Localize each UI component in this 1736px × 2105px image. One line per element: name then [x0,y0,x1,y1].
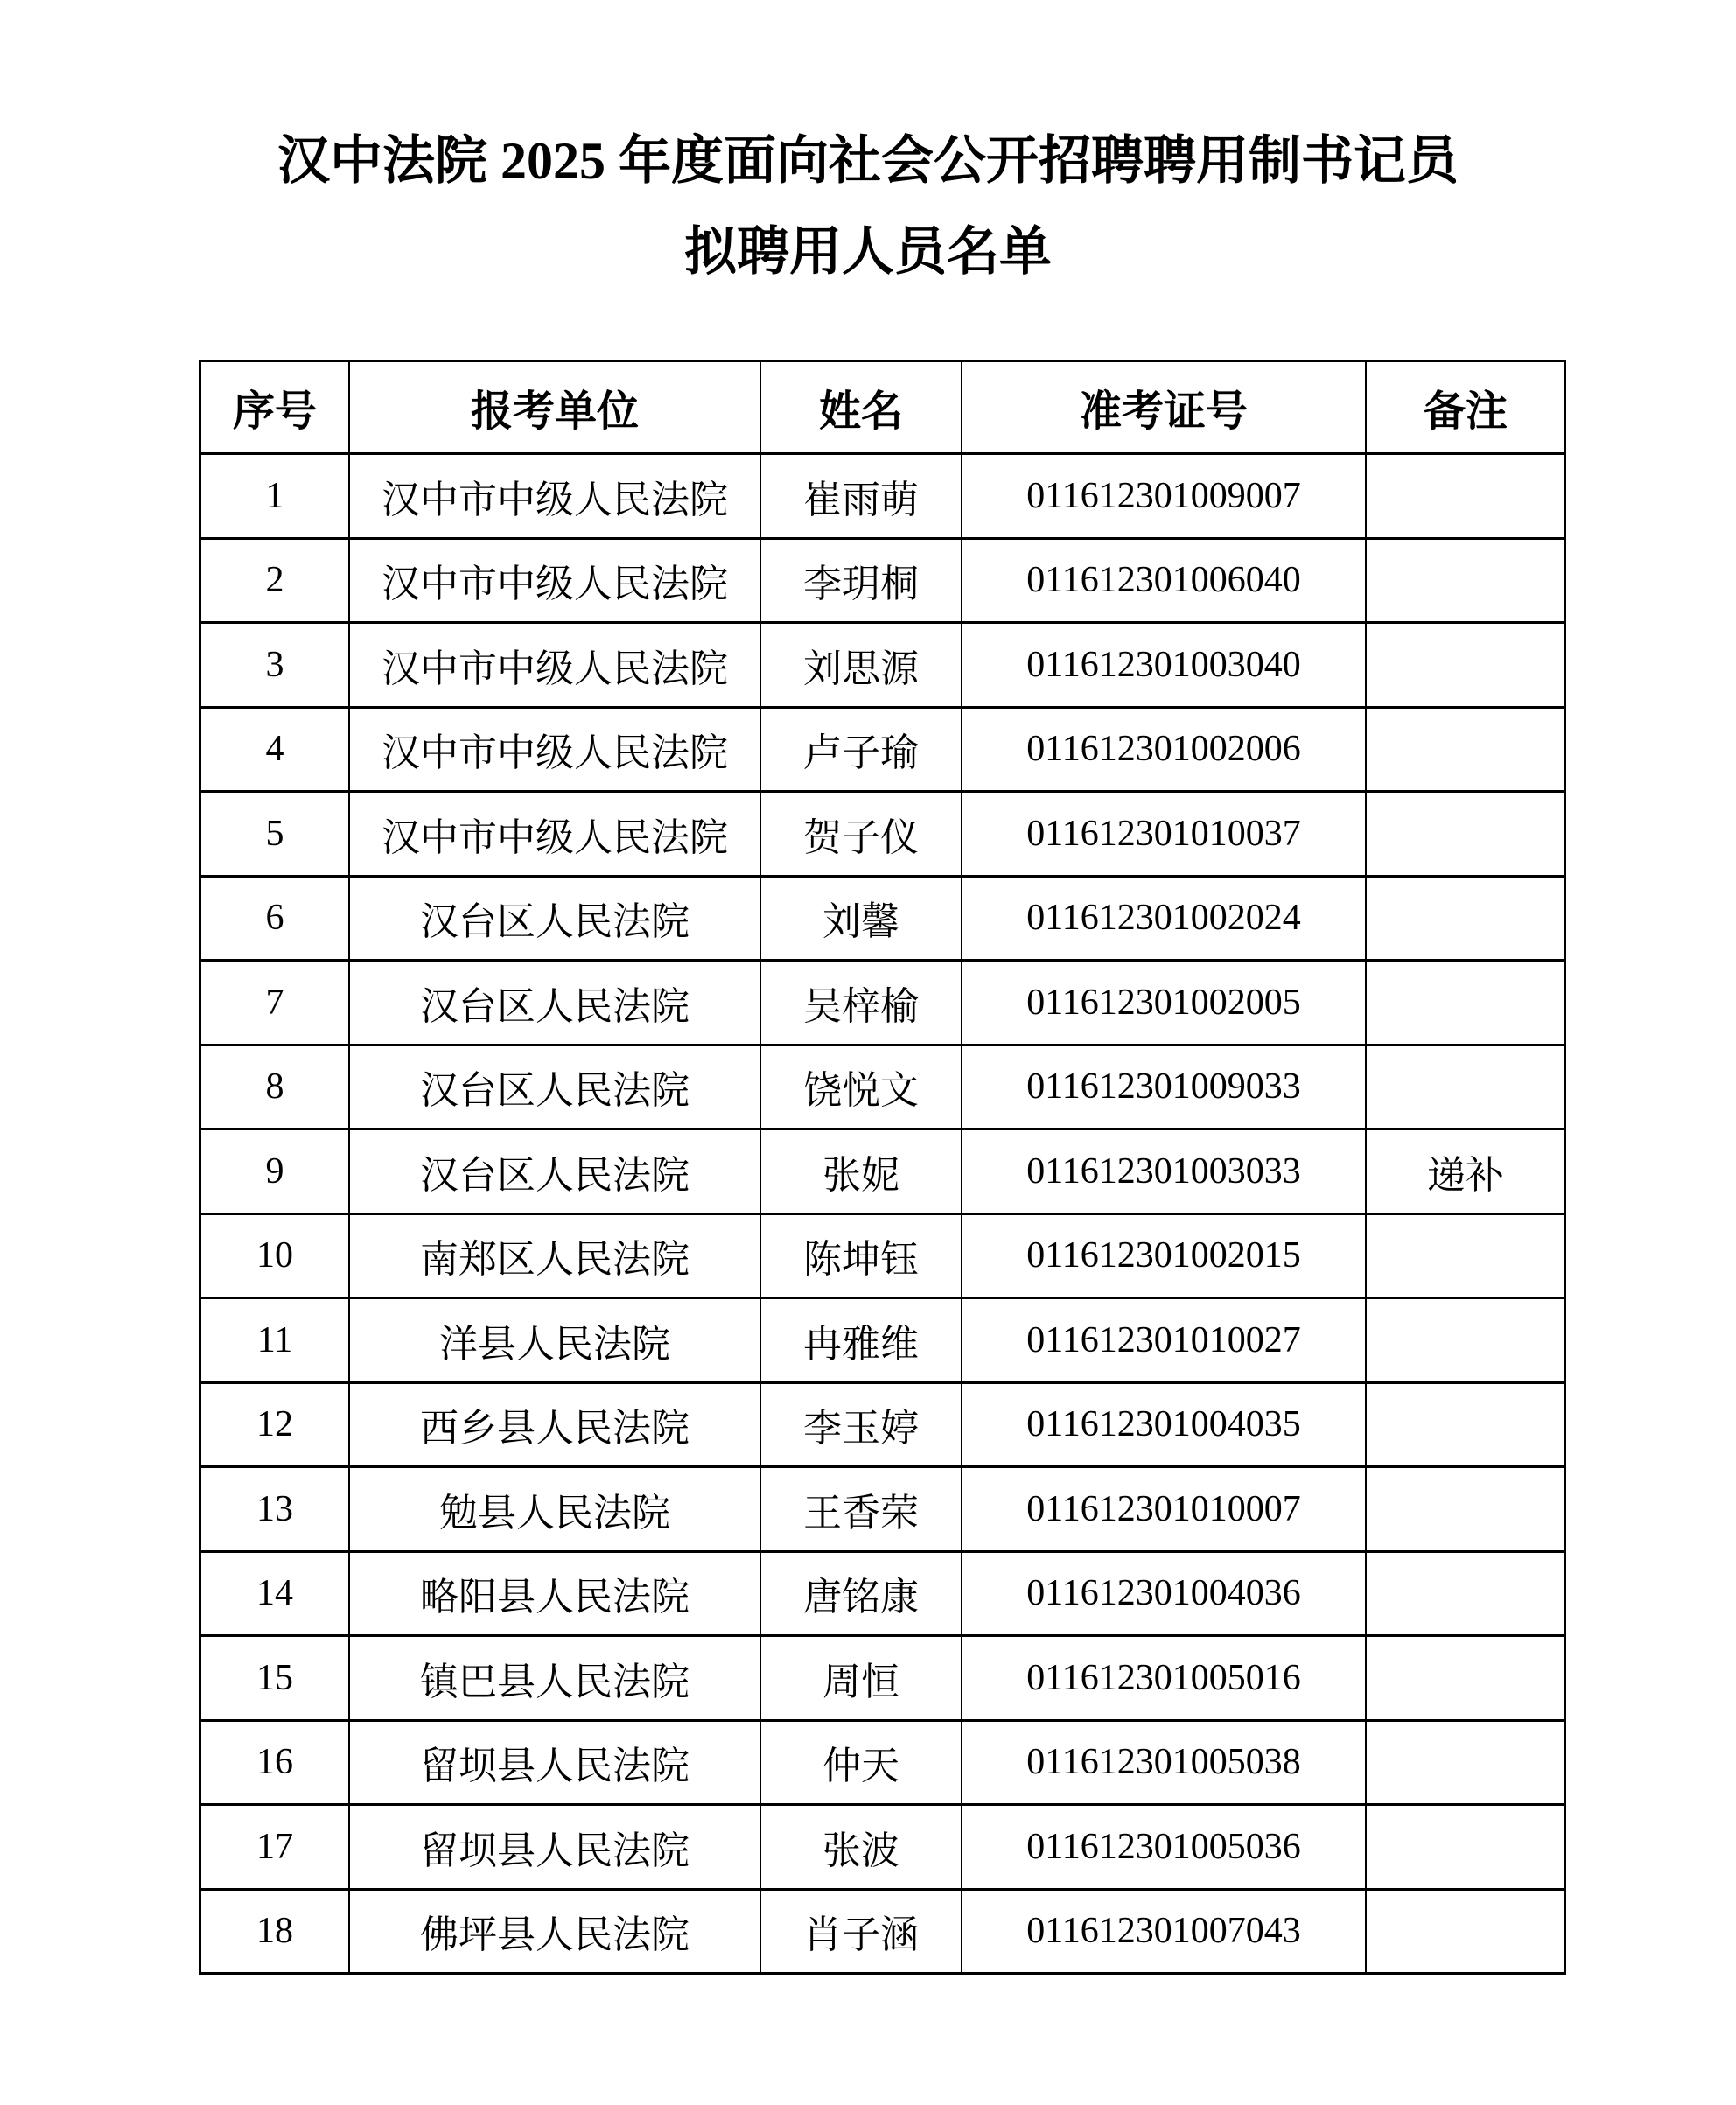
cell-unit: 汉中市中级人民法院 [349,623,760,708]
table-row [200,1382,1565,1467]
cell-unit: 西乡县人民法院 [349,1382,760,1467]
cell-remark [1366,876,1565,961]
cell-seq: 6 [200,876,349,961]
table-row [200,792,1565,877]
cell-unit: 汉中市中级人民法院 [349,792,760,877]
table-row [200,538,1565,623]
document-title-line1: 汉中法院 2025 年度面向社会公开招聘聘用制书记员 [277,132,1459,190]
cell-name: 张波 [760,1805,962,1890]
cell-name: 贺子仪 [760,792,962,877]
cell-unit: 南郑区人民法院 [349,1213,760,1298]
cell-name: 刘思源 [760,623,962,708]
table-row [200,1551,1565,1636]
cell-seq: 2 [200,538,349,623]
table-header-row [200,361,1565,454]
cell-seq: 15 [200,1636,349,1721]
cell-name: 卢子瑜 [760,707,962,792]
cell-remark [1366,1720,1565,1805]
cell-name: 吴梓榆 [760,961,962,1046]
document-title-line2: 拟聘用人员名单 [684,223,1052,281]
cell-seq: 16 [200,1720,349,1805]
header-remark: 备注 [1366,361,1565,454]
cell-ticket: 011612301007043 [962,1889,1366,1974]
cell-remark [1366,1636,1565,1721]
cell-name: 张妮 [760,1129,962,1214]
cell-name: 仲天 [760,1720,962,1805]
cell-remark [1366,538,1565,623]
cell-unit: 汉中市中级人民法院 [349,454,760,539]
cell-ticket: 011612301010007 [962,1467,1366,1552]
cell-name: 李玉婷 [760,1382,962,1467]
table-row [200,1805,1565,1890]
cell-name: 冉雅维 [760,1298,962,1383]
cell-name: 肖子涵 [760,1889,962,1974]
cell-unit: 汉台区人民法院 [349,961,760,1046]
cell-seq: 17 [200,1805,349,1890]
table-row [200,1298,1565,1383]
cell-remark [1366,792,1565,877]
cell-seq: 13 [200,1467,349,1552]
cell-seq: 10 [200,1213,349,1298]
cell-remark [1366,1551,1565,1636]
cell-unit: 佛坪县人民法院 [349,1889,760,1974]
cell-ticket: 011612301010037 [962,792,1366,877]
cell-seq: 3 [200,623,349,708]
cell-unit: 汉台区人民法院 [349,876,760,961]
cell-ticket: 011612301009033 [962,1045,1366,1129]
cell-remark [1366,961,1565,1046]
table-row [200,454,1565,539]
table-row [200,1636,1565,1721]
table-row [200,1045,1565,1129]
cell-ticket: 011612301002006 [962,707,1366,792]
cell-seq: 14 [200,1551,349,1636]
header-unit: 报考单位 [349,361,760,454]
table-row [200,623,1565,708]
cell-ticket: 011612301005016 [962,1636,1366,1721]
cell-unit: 洋县人民法院 [349,1298,760,1383]
cell-ticket: 011612301002024 [962,876,1366,961]
table-row [200,1467,1565,1552]
cell-ticket: 011612301003033 [962,1129,1366,1214]
cell-seq: 9 [200,1129,349,1214]
cell-remark [1366,1298,1565,1383]
cell-unit: 留坝县人民法院 [349,1720,760,1805]
cell-unit: 略阳县人民法院 [349,1551,760,1636]
cell-ticket: 011612301010027 [962,1298,1366,1383]
cell-seq: 8 [200,1045,349,1129]
cell-name: 刘馨 [760,876,962,961]
cell-seq: 12 [200,1382,349,1467]
cell-seq: 11 [200,1298,349,1383]
cell-ticket: 011612301002005 [962,961,1366,1046]
cell-unit: 勉县人民法院 [349,1467,760,1552]
cell-name: 饶悦文 [760,1045,962,1129]
cell-name: 周恒 [760,1636,962,1721]
cell-seq: 1 [200,454,349,539]
cell-unit: 镇巴县人民法院 [349,1636,760,1721]
cell-name: 崔雨萌 [760,454,962,539]
cell-remark [1366,1382,1565,1467]
table-row [200,876,1565,961]
cell-unit: 留坝县人民法院 [349,1805,760,1890]
table-row [200,961,1565,1046]
cell-name: 王香荣 [760,1467,962,1552]
cell-ticket: 011612301009007 [962,454,1366,539]
cell-unit: 汉中市中级人民法院 [349,707,760,792]
table-row [200,1720,1565,1805]
cell-unit: 汉中市中级人民法院 [349,538,760,623]
cell-seq: 5 [200,792,349,877]
cell-remark: 递补 [1366,1129,1565,1214]
header-ticket: 准考证号 [962,361,1366,454]
cell-remark [1366,623,1565,708]
cell-name: 陈坤钰 [760,1213,962,1298]
cell-ticket: 011612301004035 [962,1382,1366,1467]
cell-name: 唐铭康 [760,1551,962,1636]
cell-remark [1366,1045,1565,1129]
header-name: 姓名 [760,361,962,454]
cell-unit: 汉台区人民法院 [349,1045,760,1129]
table-row [200,1213,1565,1298]
cell-ticket: 011612301002015 [962,1213,1366,1298]
cell-remark [1366,1467,1565,1552]
cell-ticket: 011612301003040 [962,623,1366,708]
cell-unit: 汉台区人民法院 [349,1129,760,1214]
cell-remark [1366,1213,1565,1298]
table-row [200,1889,1565,1974]
cell-seq: 18 [200,1889,349,1974]
cell-remark [1366,454,1565,539]
cell-ticket: 011612301004036 [962,1551,1366,1636]
cell-name: 李玥桐 [760,538,962,623]
header-seq: 序号 [200,361,349,454]
table-row [200,1129,1565,1214]
cell-remark [1366,1889,1565,1974]
cell-seq: 7 [200,961,349,1046]
cell-seq: 4 [200,707,349,792]
hired-personnel-table [200,360,1566,1975]
table-row [200,707,1565,792]
cell-remark [1366,707,1565,792]
cell-ticket: 011612301006040 [962,538,1366,623]
cell-ticket: 011612301005038 [962,1720,1366,1805]
cell-ticket: 011612301005036 [962,1805,1366,1890]
cell-remark [1366,1805,1565,1890]
